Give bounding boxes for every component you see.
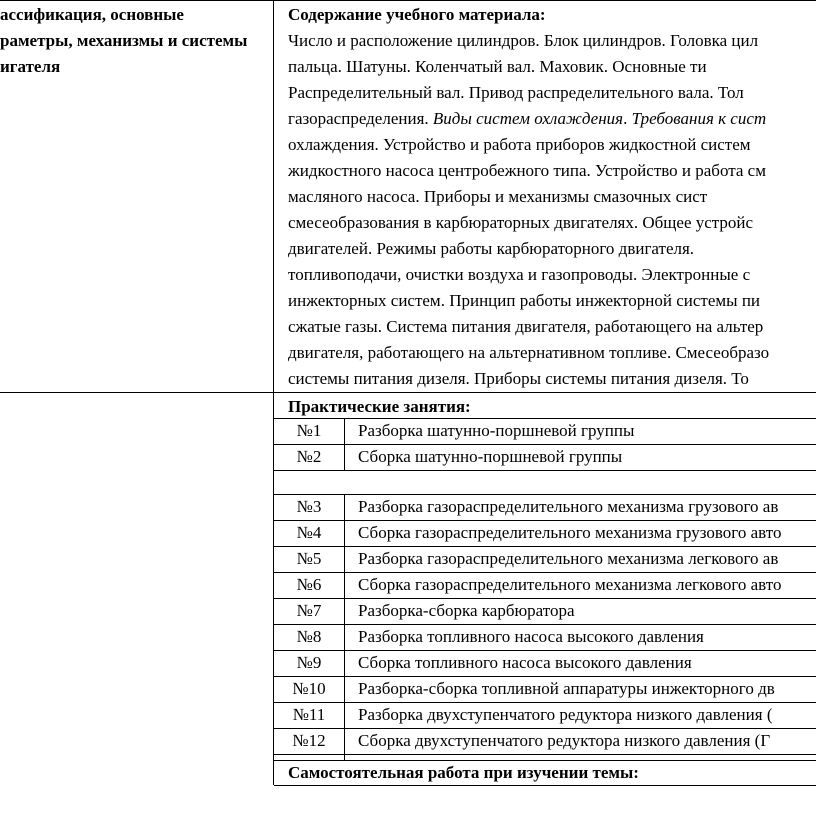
- content-line: охлаждения. Устройство и работа приборов жидкостной систем: [288, 135, 751, 154]
- practical-row-text: Разборка топливного насоса высокого давления: [358, 627, 704, 646]
- practical-row-number: №2: [296, 447, 322, 466]
- content-line: двигателя, работающего на альтернативном топливе. Смесеобразо: [288, 343, 770, 362]
- content-line: инжекторных систем. Принцип работы инжекторной системы пи: [288, 291, 761, 310]
- content-line: сжатые газы. Система питания двигателя, работающего на альтер: [288, 317, 764, 336]
- content-line: смесеобразования в карбюраторных двигателях. Общее устройс: [288, 213, 754, 232]
- practical-row-number: №12: [292, 731, 326, 750]
- topic-line: раметры, механизмы и системы: [0, 31, 248, 50]
- practical-row-number: №6: [296, 575, 322, 594]
- practical-row-text: Сборка газораспределительного механизма грузового авто: [358, 523, 782, 542]
- content-line: масляного насоса. Приборы и механизмы смазочных сист: [288, 187, 708, 206]
- practical-heading: Практические занятия:: [288, 397, 471, 416]
- practical-row-text: Разборка газораспределительного механизма грузового ав: [358, 497, 779, 516]
- content-line: пальца. Шатуны. Коленчатый вал. Маховик. Основные ти: [288, 57, 707, 76]
- independent-heading: Самостоятельная работа при изучении темы:: [288, 763, 639, 782]
- practical-row-text: Сборка топливного насоса высокого давления: [358, 653, 692, 672]
- practical-row-text: Сборка шатунно-поршневой группы: [358, 447, 623, 466]
- topic-line: ассификация, основные: [0, 5, 184, 24]
- practical-row-text: Разборка шатунно-поршневой группы: [358, 421, 635, 440]
- topic-title: [0, 2, 247, 80]
- practical-row-number: №11: [292, 705, 326, 724]
- content-line: газораспределения. Виды систем охлаждения. Требования к сист: [288, 109, 767, 128]
- content-line: топливоподачи, очистки воздуха и газопроводы. Электронные с: [288, 265, 751, 284]
- practical-num-divider: [344, 418, 345, 470]
- practical-row-number: №7: [296, 601, 322, 620]
- practical-row-text: Сборка газораспределительного механизма легкового авто: [358, 575, 782, 594]
- practical-row-text: Разборка-сборка топливной аппаратуры инжекторного дв: [358, 679, 775, 698]
- topic-line: игателя: [0, 57, 61, 76]
- section-divider: [0, 392, 816, 393]
- practical-row-text: Разборка-сборка карбюратора: [358, 601, 575, 620]
- practical-row-border: [274, 470, 816, 471]
- content-line: двигателей. Режимы работы карбюраторного двигателя.: [288, 239, 695, 258]
- practical-row-number: №8: [296, 627, 322, 646]
- practical-row-text: Разборка двухступенчатого редуктора низкого давления (: [358, 705, 773, 724]
- practical-row-text: Сборка двухступенчатого редуктора низкого давления (Г: [358, 731, 771, 750]
- table-top-border: [0, 0, 816, 1]
- practical-num-divider: [344, 494, 345, 760]
- content-line: системы питания дизеля. Приборы системы питания дизеля. То: [288, 369, 749, 388]
- content-line: жидкостного насоса центробежного типа. Устройство и работа см: [288, 161, 766, 180]
- practical-row-text: Разборка газораспределительного механизма легкового ав: [358, 549, 779, 568]
- content-heading: Содержание учебного материала:: [288, 5, 546, 24]
- practical-row-number: №9: [296, 653, 322, 672]
- content-line: Число и расположение цилиндров. Блок цилиндров. Головка цил: [288, 31, 759, 50]
- practical-row-number: №10: [292, 679, 326, 698]
- content-line: Распределительный вал. Привод распределительного вала. Тол: [288, 83, 744, 102]
- practical-row-number: №1: [296, 421, 322, 440]
- practical-row-number: №4: [296, 523, 322, 542]
- practical-row-number: №3: [296, 497, 322, 516]
- practical-row-number: №5: [296, 549, 322, 568]
- practical-row-border: [274, 754, 816, 755]
